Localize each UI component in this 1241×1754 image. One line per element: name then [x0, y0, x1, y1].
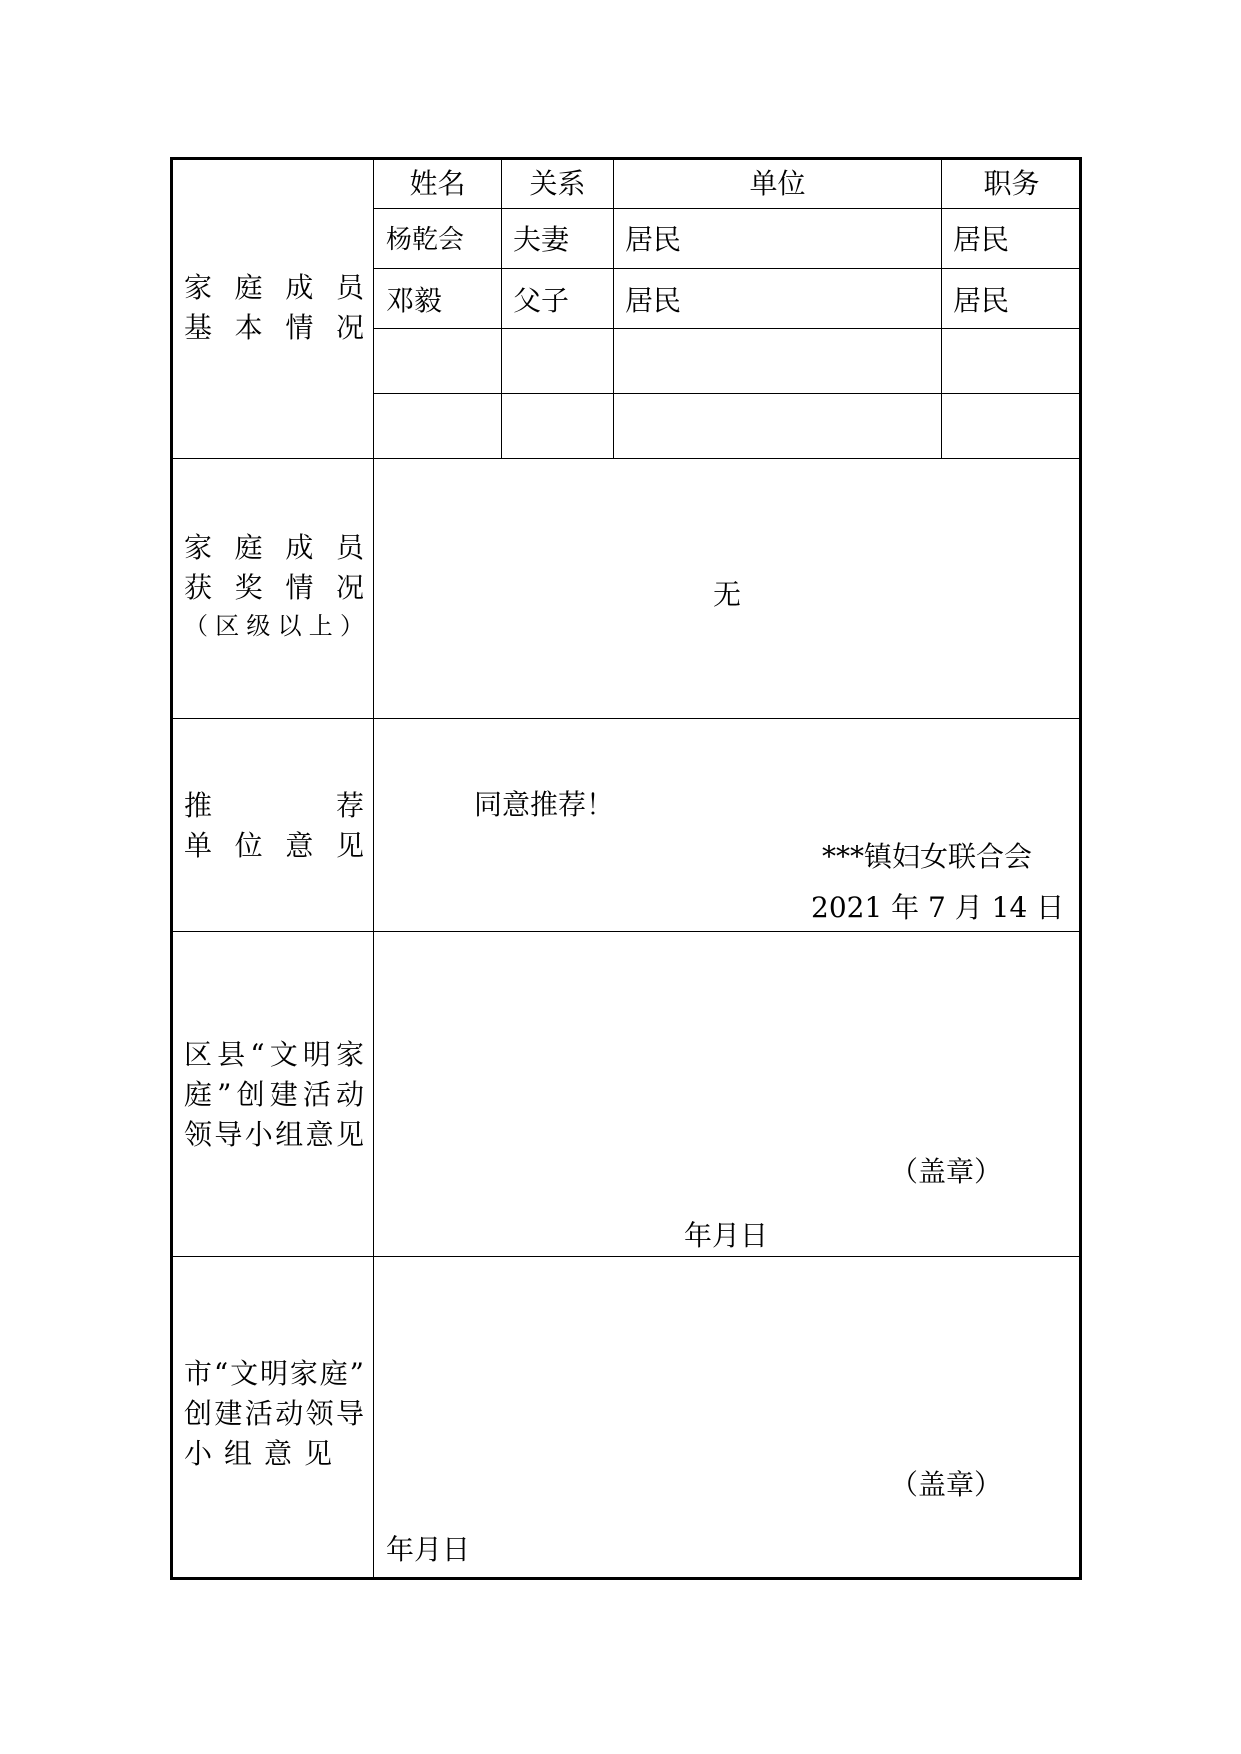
table-cell: 夫妻 — [513, 223, 570, 256]
row-line — [373, 208, 1081, 209]
recommend-date: 2021 年 7 月 14 日 — [811, 891, 1065, 924]
table-cell: 居民 — [625, 223, 682, 256]
district-seal: （盖章） — [890, 1155, 1003, 1188]
city-section-label: 市“文明家庭” 创建活动领导 小组意见 — [184, 1357, 364, 1470]
divider-district-city — [171, 1256, 1081, 1257]
city-seal: （盖章） — [890, 1468, 1003, 1501]
column-line — [501, 158, 502, 458]
divider-members-awards — [171, 458, 1081, 459]
table-cell: 居民 — [953, 284, 1010, 317]
table-cell: 居民 — [625, 284, 682, 317]
label-column-line — [373, 158, 374, 1578]
awards-section-label: 家庭成员 获奖情况 （区级以上） — [184, 531, 364, 640]
divider-recommend-district — [171, 931, 1081, 932]
table-cell: 居民 — [953, 223, 1010, 256]
column-line — [941, 158, 942, 458]
table-cell: 邓毅 — [386, 284, 443, 317]
table-cell: 父子 — [513, 284, 570, 317]
city-date: 年月日 — [386, 1533, 471, 1566]
header-unit: 单位 — [749, 167, 806, 200]
awards-content: 无 — [713, 578, 742, 611]
header-relation: 关系 — [529, 167, 586, 200]
row-line — [373, 393, 1081, 394]
table-cell: 杨乾会 — [386, 225, 465, 255]
row-line — [373, 268, 1081, 269]
recommend-section-label: 推荐 单位意见 — [184, 789, 364, 862]
divider-awards-recommend — [171, 718, 1081, 719]
column-line — [613, 158, 614, 458]
members-section-label: 家庭成员 基本情况 — [184, 271, 364, 344]
district-section-label: 区县“文明家 庭”创建活动 领导小组意见 — [184, 1038, 364, 1151]
recommend-opinion: 同意推荐！ — [474, 788, 615, 821]
row-line — [373, 328, 1081, 329]
recommend-org: ***镇妇女联合会 — [822, 840, 1033, 873]
district-date: 年月日 — [684, 1219, 769, 1252]
header-position: 职务 — [983, 167, 1040, 200]
header-name: 姓名 — [409, 167, 466, 200]
